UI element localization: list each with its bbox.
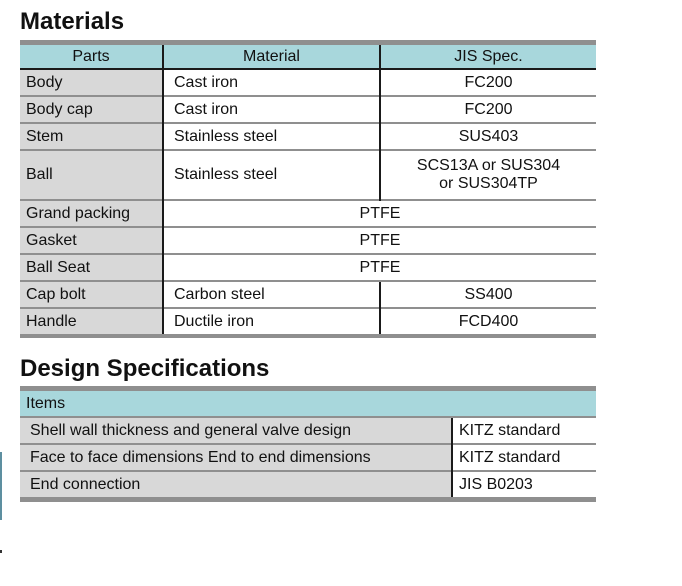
table-row: [20, 150, 596, 200]
table-row: [20, 96, 596, 123]
materials-table: [20, 40, 596, 338]
table-row: [20, 123, 596, 150]
design-specifications-table: [20, 386, 596, 502]
table-row: [20, 444, 596, 471]
design-header-row: [20, 389, 596, 418]
part-cell: Gasket: [20, 227, 163, 254]
item-cell: End connection: [20, 471, 452, 500]
table-row: [20, 281, 596, 308]
spec-cell: FCD400: [380, 308, 596, 336]
merged-material-cell: PTFE: [163, 254, 596, 281]
spec-cell: [380, 150, 596, 200]
part-cell: Stem: [20, 123, 163, 150]
header-items: Items: [20, 389, 596, 418]
part-cell: Grand packing: [20, 200, 163, 227]
material-cell: Cast iron: [163, 69, 380, 96]
part-cell: Cap bolt: [20, 281, 163, 308]
table-row: [20, 69, 596, 96]
item-cell: Shell wall thickness and general valve design: [20, 417, 452, 444]
table-row: [20, 308, 596, 336]
table-row: [20, 227, 596, 254]
table-row: [20, 471, 596, 500]
material-cell: Carbon steel: [163, 281, 380, 308]
header-jis-spec: JIS Spec.: [380, 43, 596, 70]
materials-header-row: [20, 43, 596, 70]
part-cell: Handle: [20, 308, 163, 336]
material-cell: Cast iron: [163, 96, 380, 123]
merged-material-cell: PTFE: [163, 200, 596, 227]
left-edge-dot: [0, 550, 2, 553]
spec-line-2: or SUS304TP: [439, 175, 538, 192]
material-cell: Stainless steel: [163, 123, 380, 150]
value-cell: KITZ standard: [452, 444, 596, 471]
value-cell: KITZ standard: [452, 417, 596, 444]
materials-title: Materials: [20, 8, 125, 35]
design-specifications-title: Design Specifications: [20, 355, 270, 382]
spec-cell: FC200: [380, 96, 596, 123]
spec-cell: SUS403: [380, 123, 596, 150]
material-cell: Stainless steel: [163, 150, 380, 200]
merged-material-cell: PTFE: [163, 227, 596, 254]
material-cell: Ductile iron: [163, 308, 380, 336]
value-cell: JIS B0203: [452, 471, 596, 500]
part-cell: Ball: [20, 150, 163, 200]
part-cell: Body cap: [20, 96, 163, 123]
spec-cell: FC200: [380, 69, 596, 96]
spec-line-1: SCS13A or SUS304: [416, 157, 561, 174]
table-row: [20, 254, 596, 281]
table-row: [20, 417, 596, 444]
table-row: [20, 200, 596, 227]
left-edge-mark: [0, 452, 2, 520]
header-material: Material: [163, 43, 380, 70]
part-cell: Body: [20, 69, 163, 96]
part-cell: Ball Seat: [20, 254, 163, 281]
header-parts: Parts: [20, 43, 163, 70]
item-cell: Face to face dimensions End to end dimensions: [20, 444, 452, 471]
spec-cell: SS400: [380, 281, 596, 308]
